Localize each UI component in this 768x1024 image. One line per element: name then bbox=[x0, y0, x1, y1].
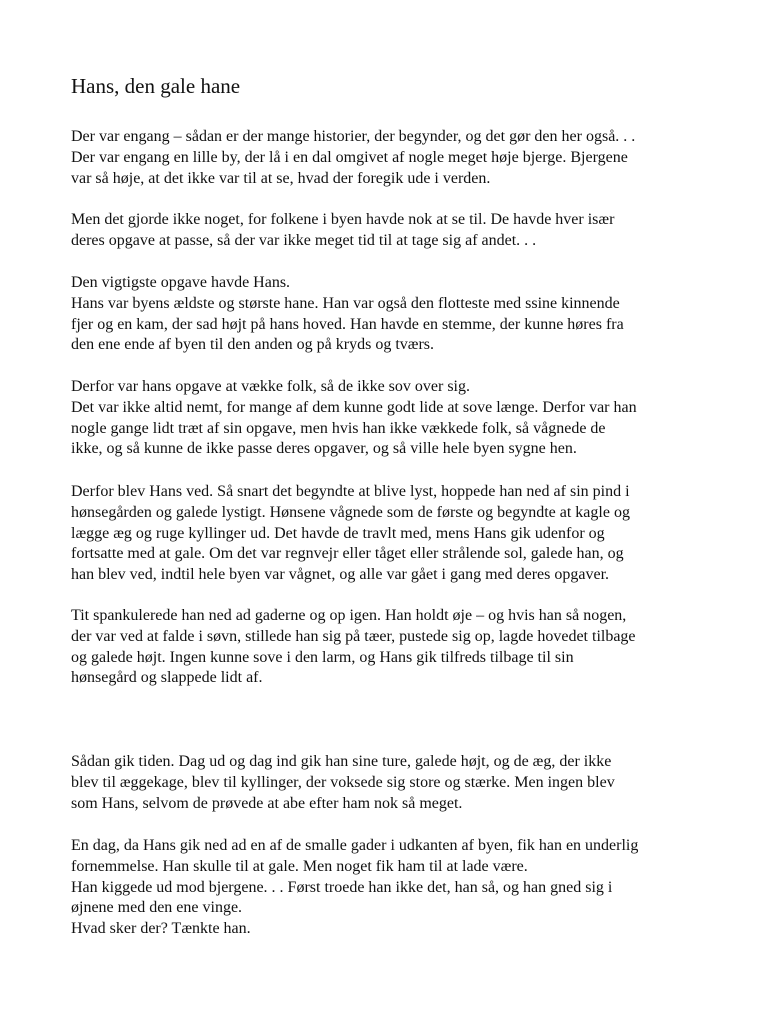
paragraph-3 bbox=[71, 273, 731, 356]
text-line: der var ved at falde i søvn, stillede han sig på tæer, pustede sig op, lagde hovedet tilbage bbox=[71, 627, 636, 645]
document-title: Hans, den gale hane bbox=[71, 74, 241, 98]
paragraph-5 bbox=[71, 482, 731, 586]
paragraph-2 bbox=[71, 210, 731, 252]
text-line: hønsegården og galede lystigt. Hønsene vågnede som de første og begyndte at kagle og bbox=[71, 503, 630, 521]
text-line: Der var engang – sådan er der mange historier, der begynder, og det gør den her også. . . bbox=[71, 128, 636, 145]
text-line: nogle gange lidt træt af sin opgave, men hvis han ikke vækkede folk, så vågnede de bbox=[71, 419, 606, 437]
text-line: blev til æggekage, blev til kyllinger, der voksede sig store og stærke. Men ingen blev bbox=[71, 773, 615, 791]
text-line: Sådan gik tiden. Dag ud og dag ind gik han sine ture, galede højt, og de æg, der ikke bbox=[71, 753, 612, 770]
text-line: den ene ende af byen til den anden og på kryds og tværs. bbox=[71, 336, 435, 354]
text-line: Tit spankulerede han ned ad gaderne og op igen. Han holdt øje – og hvis han så nogen, bbox=[71, 607, 627, 624]
text-line: fjer og en kam, der sad højt på hans hoved. Han havde en stemme, der kunne høres fra bbox=[71, 315, 624, 333]
text-line: deres opgave at passe, så der var ikke meget tid til at tage sig af andet. . . bbox=[71, 231, 537, 249]
text-line: En dag, da Hans gik ned ad en af de smalle gader i udkanten af byen, fik han en underlig bbox=[71, 837, 639, 854]
text-line: som Hans, selvom de prøvede at abe efter ham nok så meget. bbox=[71, 794, 463, 812]
paragraph-8 bbox=[71, 836, 731, 940]
text-line: og galede højt. Ingen kunne sove i den larm, og Hans gik tilfreds tilbage til sin bbox=[71, 648, 574, 666]
text-line: øjnene med den ene vinge. bbox=[71, 899, 243, 917]
text-line: Hvad sker der? Tænkte han. bbox=[71, 920, 251, 938]
text-line: han blev ved, indtil hele byen var vågnet, og alle var gået i gang med deres opgaver. bbox=[71, 566, 610, 584]
paragraph-1 bbox=[71, 127, 731, 189]
text-line: Den vigtigste opgave havde Hans. bbox=[71, 274, 291, 291]
paragraph-7 bbox=[71, 752, 731, 814]
paragraph-4 bbox=[71, 377, 731, 460]
text-line: lægge æg og ruge kyllinger ud. Det havde de travlt med, mens Hans gik udenfor og bbox=[71, 524, 605, 542]
paragraph-6 bbox=[71, 606, 731, 689]
text-line: Hans var byens ældste og største hane. Han var også den flotteste med ssine kinnende bbox=[71, 294, 620, 312]
text-line: Men det gjorde ikke noget, for folkene i byen havde nok at se til. De havde hver især bbox=[71, 211, 615, 228]
text-line: hønsegård og slappede lidt af. bbox=[71, 669, 263, 687]
text-line: Det var ikke altid nemt, for mange af dem kunne godt lide at sove længe. Derfor var han bbox=[71, 398, 637, 416]
text-line: fornemmelse. Han skulle til at gale. Men noget fik ham til at lade være. bbox=[71, 857, 528, 875]
text-line: Der var engang en lille by, der lå i en dal omgivet af nogle meget høje bjerge. Bjergene bbox=[71, 148, 628, 166]
text-line: Han kiggede ud mod bjergene. . . Først troede han ikke det, han så, og han gned sig i bbox=[71, 878, 613, 896]
text-line: fortsatte med at gale. Om det var regnvejr eller tåget eller strålende sol, galede han, og bbox=[71, 545, 624, 563]
text-line: var så høje, at det ikke var til at se, hvad der foregik ude i verden. bbox=[71, 169, 491, 187]
text-line: ikke, og så kunne de ikke passe deres opgaver, og så ville hele byen sygne hen. bbox=[71, 440, 577, 458]
text-line: Derfor blev Hans ved. Så snart det begyndte at blive lyst, hoppede han ned af sin pind i bbox=[71, 483, 630, 500]
text-line: Derfor var hans opgave at vække folk, så de ikke sov over sig. bbox=[71, 378, 470, 395]
